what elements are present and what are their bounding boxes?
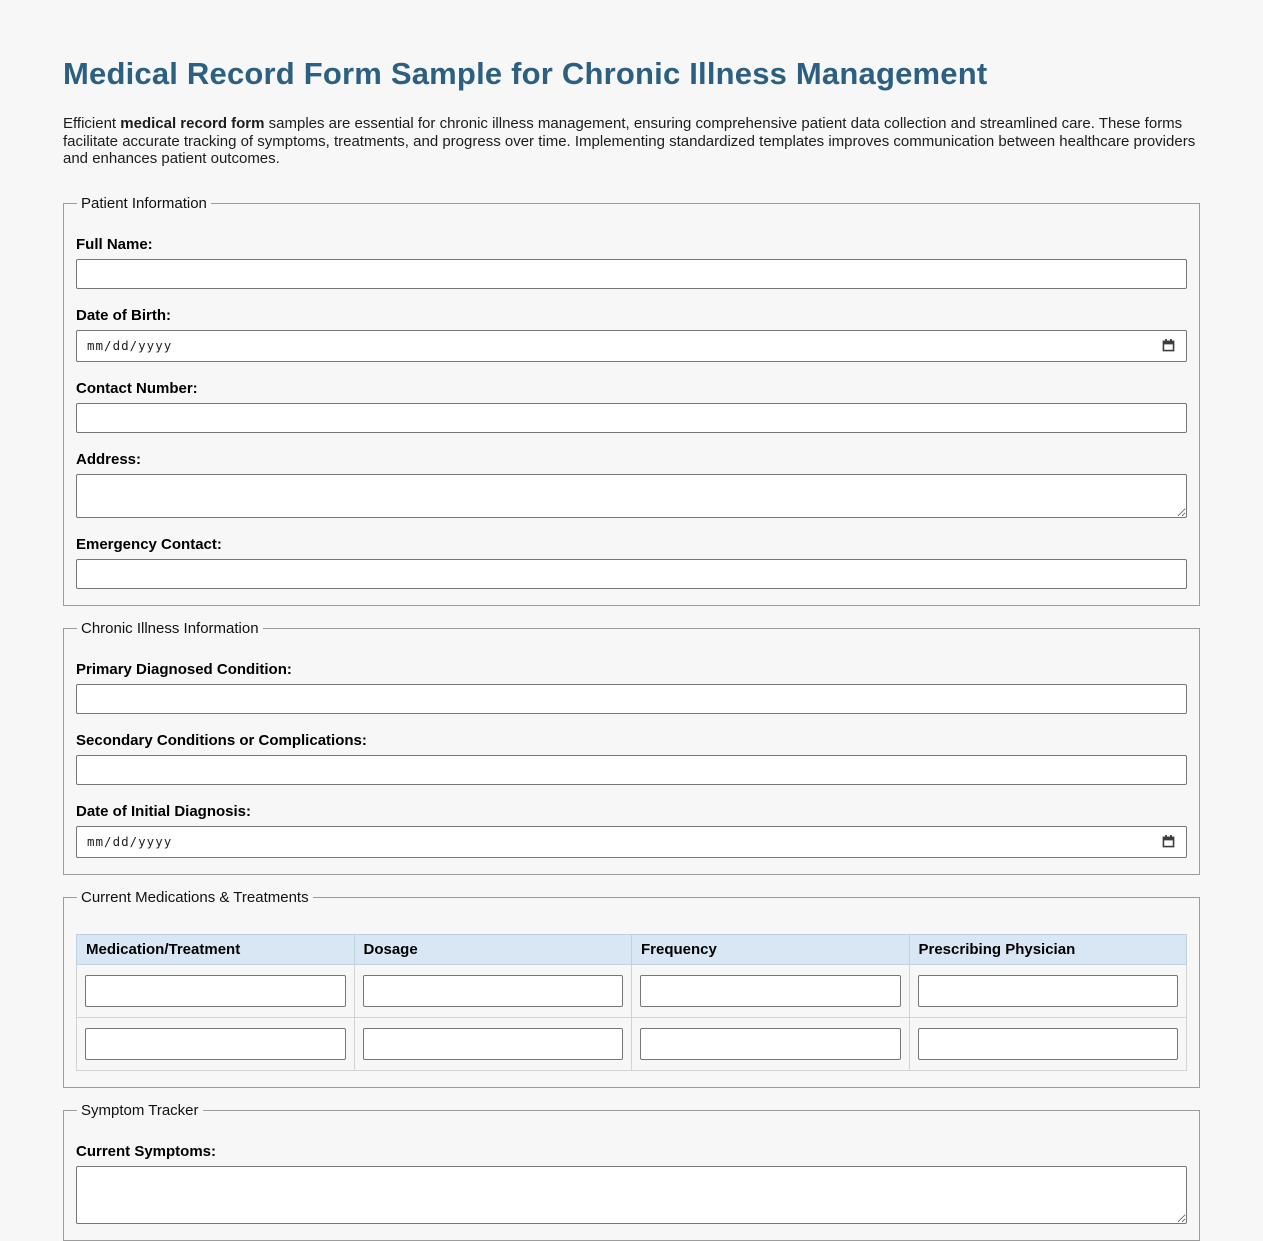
row1-dosage-input[interactable]: [363, 975, 624, 1007]
form-page: [63, 0, 1200, 1241]
primary-condition-input[interactable]: [76, 684, 1187, 714]
emergency-contact-input[interactable]: [76, 559, 1187, 589]
secondary-conditions-label: Secondary Conditions or Complications:: [76, 731, 367, 749]
date-placeholder: mm/dd/yyyy: [87, 834, 173, 850]
medications-section: [63, 889, 1200, 1088]
row2-physician-input[interactable]: [918, 1028, 1179, 1060]
symptom-tracker-section: [63, 1102, 1200, 1241]
contact-number-input[interactable]: [76, 403, 1187, 433]
current-symptoms-textarea[interactable]: [76, 1166, 1187, 1224]
intro-part1: Efficient: [63, 115, 121, 132]
medications-legend: Current Medications & Treatments: [81, 888, 309, 906]
emergency-contact-label: Emergency Contact:: [76, 535, 222, 553]
initial-diagnosis-date-group: [76, 803, 1187, 858]
current-symptoms-group: [76, 1143, 1187, 1224]
address-textarea[interactable]: [76, 474, 1187, 518]
intro-part2: samples are essential for chronic illness management, ensuring comprehensive patient data collection and streamlined care. These forms facilitate accurate tracking of symptoms, treatments, and progress over time. Implementing standardized templates improves communication between healthcare providers and enhances patient outcomes.: [63, 115, 1196, 168]
patient-information-section: [63, 195, 1200, 606]
intro-bold-phrase: medical record form: [120, 115, 265, 132]
medications-row-1: [77, 964, 1187, 1017]
column-header-medication: Medication/Treatment: [77, 934, 355, 964]
row2-dosage-input[interactable]: [363, 1028, 624, 1060]
date-of-birth-input[interactable]: [76, 330, 1187, 362]
medications-row-2: [77, 1017, 1187, 1070]
full-name-group: [76, 236, 1187, 289]
table-cell: [909, 1017, 1187, 1070]
table-cell: [909, 964, 1187, 1017]
date-placeholder: mm/dd/yyyy: [87, 338, 173, 354]
contact-number-group: [76, 380, 1187, 433]
initial-diagnosis-date-input[interactable]: [76, 826, 1187, 858]
table-cell: [354, 1017, 632, 1070]
chronic-illness-section: [63, 620, 1200, 875]
patient-information-legend: Patient Information: [81, 194, 207, 212]
page-title: Medical Record Form Sample for Chronic Illness Management: [63, 56, 988, 91]
address-group: [76, 451, 1187, 518]
contact-number-label: Contact Number:: [76, 379, 198, 397]
date-of-birth-label: Date of Birth:: [76, 306, 171, 324]
primary-condition-label: Primary Diagnosed Condition:: [76, 660, 292, 678]
calendar-icon[interactable]: [1161, 338, 1176, 353]
row2-frequency-input[interactable]: [640, 1028, 901, 1060]
column-header-dosage: Dosage: [354, 934, 632, 964]
secondary-conditions-input[interactable]: [76, 755, 1187, 785]
table-cell: [632, 1017, 910, 1070]
row1-physician-input[interactable]: [918, 975, 1179, 1007]
column-header-frequency: Frequency: [632, 934, 910, 964]
current-symptoms-label: Current Symptoms:: [76, 1142, 217, 1160]
full-name-input[interactable]: [76, 259, 1187, 289]
emergency-contact-group: [76, 536, 1187, 589]
initial-diagnosis-date-label: Date of Initial Diagnosis:: [76, 802, 252, 820]
row1-frequency-input[interactable]: [640, 975, 901, 1007]
column-header-physician: Prescribing Physician: [909, 934, 1187, 964]
primary-condition-group: [76, 661, 1187, 714]
date-of-birth-group: [76, 307, 1187, 362]
secondary-conditions-group: [76, 732, 1187, 785]
row1-medication-input[interactable]: [85, 975, 346, 1007]
table-cell: [354, 964, 632, 1017]
row2-medication-input[interactable]: [85, 1028, 346, 1060]
symptom-tracker-legend: Symptom Tracker: [81, 1101, 199, 1119]
chronic-illness-legend: Chronic Illness Information: [81, 619, 259, 637]
medications-table: [76, 934, 1187, 1071]
medications-header-row: [77, 934, 1187, 964]
table-cell: [77, 964, 355, 1017]
table-cell: [77, 1017, 355, 1070]
table-cell: [632, 964, 910, 1017]
calendar-icon[interactable]: [1161, 834, 1176, 849]
address-label: Address:: [76, 450, 142, 468]
full-name-label: Full Name:: [76, 235, 153, 253]
intro-text: [63, 115, 1200, 168]
